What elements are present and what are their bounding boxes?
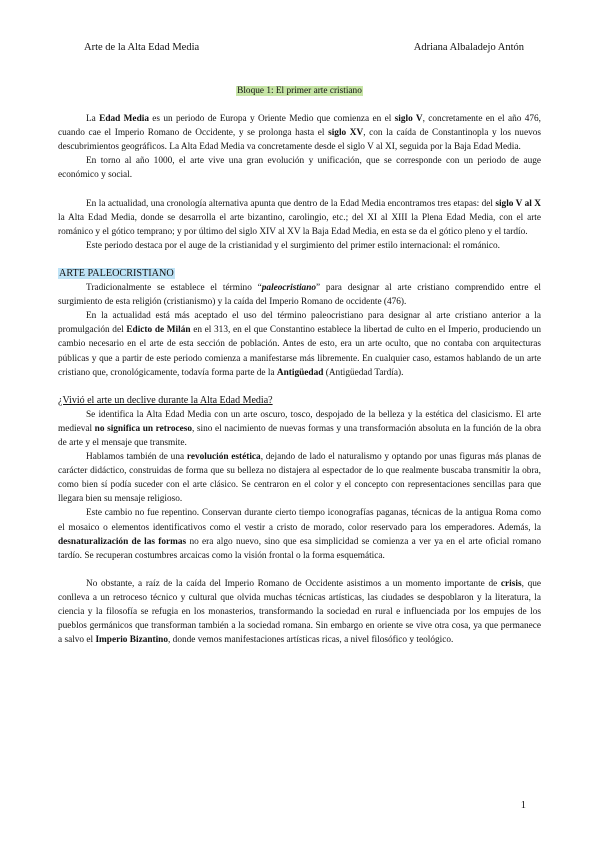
intro-paragraph-1 (58, 112, 541, 154)
text-run: , dejando de lado el naturalismo y optando por unas figuras más planas de carácter didáctico, construidas de forma que su belleza no distajera al espectador de lo que realmente buscaba transmitir la obra, como bien sí podía suceder con el arte clásico. Se centraron en el color y el concepto con representaciones sencillas para que llegara bien su mensaje religioso. (58, 452, 541, 505)
bold-text-run: Antigüedad (276, 367, 324, 378)
text-run: , donde vemos manifestaciones artísticas ricas, a nivel filosófico y teológico. (168, 635, 454, 646)
section-decline-heading-line (58, 394, 541, 408)
decline-paragraph-4 (58, 577, 541, 647)
text-run: , sino el nacimiento de nuevas formas y una transformación absoluta en la función de la obra de arte y el mensaje que transmite. (58, 423, 541, 448)
header-right: Adriana Albaladejo Antón (413, 42, 524, 53)
text-run: no era algo nuevo, sino que esa simplicidad se comienza a ver ya en el arte oficial romano tardío. Se recuperan costumbres arcaicas como la visión frontal o la forma esquemática. (58, 536, 541, 561)
text-run: La (86, 114, 100, 125)
text-run: en el 313, en el que Constantino establece la libertad de culto en el Imperio, produciendo un cambio necesario en el arte de esta sección de población. Antes de esto, era un arte oculto, que no contaba con arquitecturas públicas y que a partir de este periodo comienza a manifestarse más libremente. En cualquier caso, estamos hablando de un arte cristiano que, cronológicamente, todavía forma parte de la (58, 325, 541, 378)
text-run: , con la caída de Constantinopla y los nuevos descubrimientos geográficos. La Alta Edad Media va concretamente desde el siglo V al XI, seguida por la Baja Edad Media. (58, 128, 541, 153)
text-run: , concretamente en el año 476, cuando cae el Imperio Romano de Occidente, y se prolonga hasta el (58, 114, 541, 139)
page-number: 1 (520, 800, 526, 811)
bold-text-run: Edad Media (99, 114, 149, 125)
text-run: es un periodo de Europa y Oriente Medio que comienza en el (148, 114, 395, 125)
text-run: Este cambio no fue repentino. Conservan durante cierto tiempo iconografías paganas, técnicas de la antigua Roma como el mosaico o elementos identificativos como el vestir a cristo de morado, color reservado para los emperadores. Además, la (58, 508, 541, 533)
intro-paragraph-4 (58, 239, 541, 253)
text-run: (Antigüedad Tardía). (323, 367, 404, 378)
bold-text-run: Imperio Bizantino (95, 635, 169, 646)
text-run: No obstante, a raíz de la caída del Imperio Romano de Occidente asistimos a un momento importante de (86, 578, 501, 589)
bold-text-run: revolución estética (186, 452, 261, 463)
text-run: Se identifica la Alta Edad Media con un arte oscuro, tosco, despojado de la belleza y la estética del clasicismo. El arte medieval (58, 409, 541, 434)
section-paleo-heading: ARTE PALEOCRISTIANO (59, 267, 174, 279)
section-paleo-heading-line (58, 267, 541, 281)
bold-text-run: siglo V al X (495, 198, 541, 209)
bold-text-run: paleocristiano (261, 283, 317, 294)
section-decline-heading: ¿Vivió el arte un declive durante la Alta Edad Media? (58, 394, 273, 406)
bold-text-run: Edicto de Milán (126, 325, 191, 336)
text-run: En la actualidad está más aceptado el uso del término paleocristiano para designar al arte cristiano anterior a la promulgación del (58, 311, 541, 336)
text-run: ” para designar al arte cristiano comprendido entre el surgimiento de esta religión (cristianismo) y la caída del Imperio Romano de occidente (476). (58, 283, 541, 308)
text-run: Este periodo destaca por el auge de la cristianidad y el surgimiento del primer estilo internacional: el románico. (86, 240, 500, 251)
document-body (58, 84, 541, 647)
text-run: Hablamos también de una (86, 452, 187, 463)
bold-text-run: no significa un retroceso (94, 423, 192, 434)
text-run: , que conlleva a un retroceso técnico y cultural que olvida muchas técnicas artísticas, las ciudades se despoblaron y la literatura, la ciencia y la filosofía se refugia en los monasterios, transformando la sociedad en rural e influenciada por los empujes de los pueblos germánicos que transforman también a la sociedad romana. Sin embargo en oriente se vive otra cosa, ya que permanece a salvo el (58, 578, 542, 646)
bold-text-run: siglo V (394, 114, 423, 125)
bold-text-run: siglo XV (328, 128, 364, 139)
decline-paragraph-2 (58, 450, 541, 506)
text-run: En torno al año 1000, el arte vive una gran evolución y unificación, que se corresponde con un periodo de auge económico y social. (58, 156, 541, 181)
intro-paragraph-2 (58, 154, 541, 182)
block-title-line (58, 84, 541, 98)
header-left: Arte de la Alta Edad Media (84, 42, 200, 53)
bold-text-run: desnaturalización de las formas (58, 536, 187, 547)
paleo-paragraph-2 (58, 309, 541, 379)
decline-paragraph-3 (58, 506, 541, 562)
bold-text-run: crisis (500, 578, 522, 589)
text-run: Tradicionalmente se establece el término “ (86, 283, 262, 294)
decline-paragraph-1 (58, 408, 541, 450)
block-title: Bloque 1: El primer arte cristiano (237, 86, 362, 96)
intro-paragraph-3 (58, 197, 541, 239)
text-run: En la actualidad, una cronología alternativa apunta que dentro de la Edad Media encontramos tres etapas: del (86, 198, 496, 209)
text-run: la Alta Edad Media, donde se desarrolla el arte bizantino, carolingio, etc.; del XI al XIII la Plena Edad Media, con el arte románico y el gótico temprano; y por último del siglo XIV al XV la Baja Edad Media, en esta se da el gótico pleno y el tardío. (58, 212, 541, 237)
paleo-paragraph-1 (58, 281, 541, 309)
